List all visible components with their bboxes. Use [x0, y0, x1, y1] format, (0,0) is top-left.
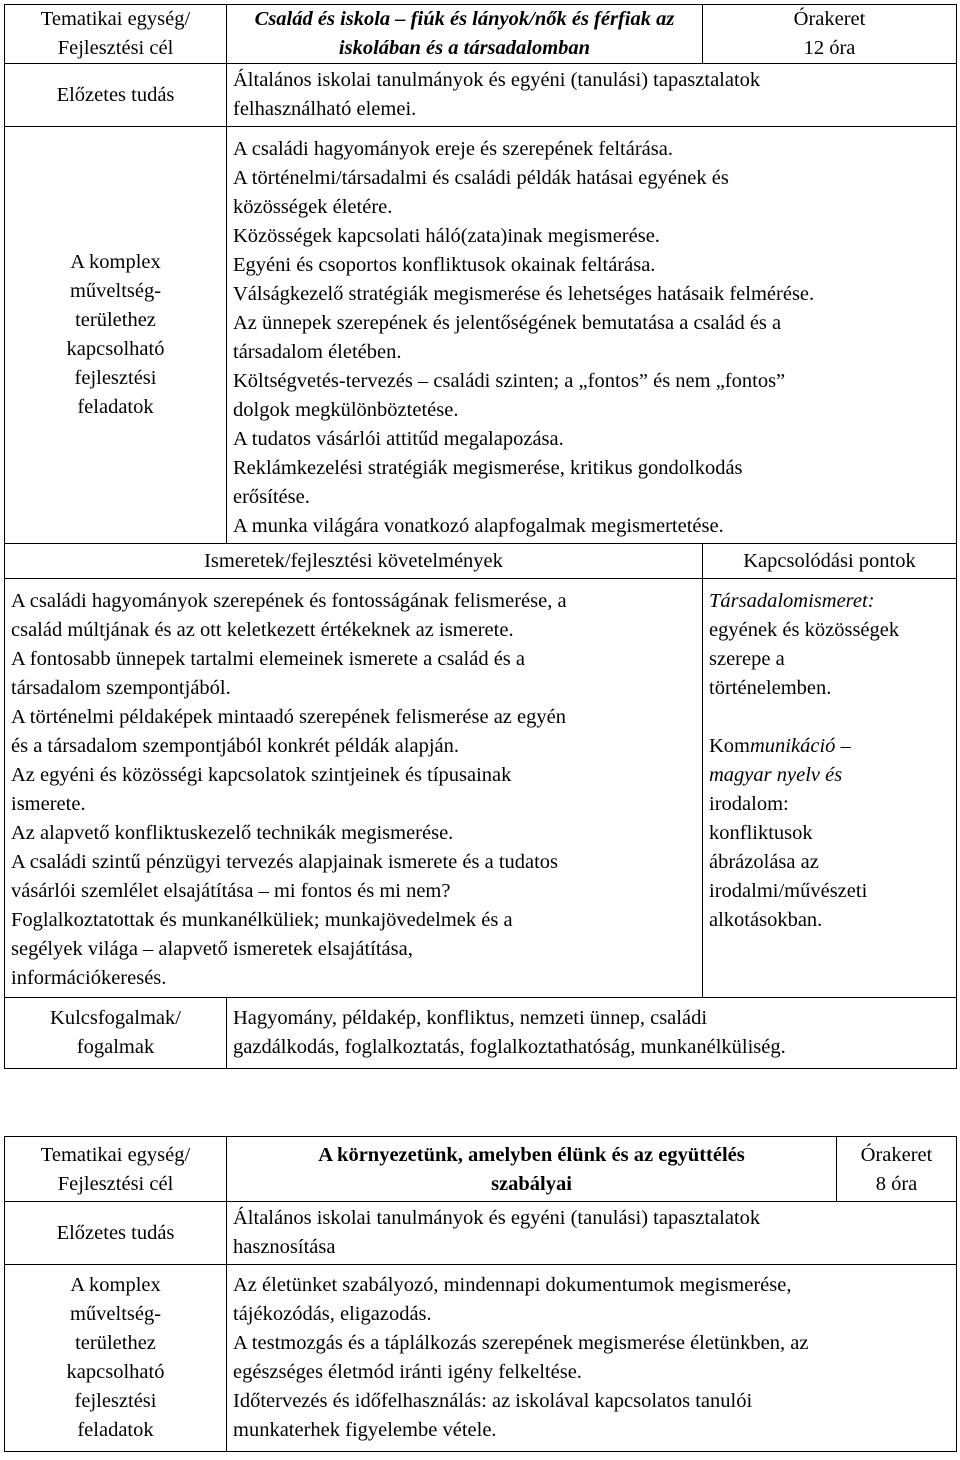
elozetes-line: Általános iskolai tanulmányok és egyéni (tanulási) tapasztalatok [233, 69, 761, 91]
komplex-line: Költségvetés-tervezés – családi szinten; a „fontos” és nem „fontos” [233, 370, 786, 392]
tema-title-line: Család és iskola – fiúk és lányok/nők és férfiak az [254, 8, 675, 30]
tema-row [5, 5, 957, 64]
ismeretek-line: Az egyéni és közösségi kapcsolatok szintjeinek és típusainak [11, 764, 512, 786]
ismeretek-line: Az alapvető konfliktuskezelő technikák megismerése. [11, 822, 454, 844]
tema-label-line: Tematikai egység/ [40, 8, 191, 30]
ismeretek-line: A történelmi példaképek mintaadó szerepének felismerése az egyén [11, 706, 566, 728]
ismeretek-line: információkeresés. [11, 967, 167, 989]
kapcs-line: konfliktusok [709, 822, 813, 844]
komplex-line: A történelmi/társadalmi és családi példák hatásai egyének és [233, 167, 729, 189]
kulcs-line: Hagyomány, példakép, konfliktus, nemzeti ünnep, családi [233, 1007, 708, 1029]
ismeretek-line: család múltjának és az ott keletkezett értékeknek az ismerete. [11, 619, 514, 641]
komplex-line: Egyéni és csoportos konfliktusok okainak feltárása. [233, 254, 656, 276]
kapcs-line: alkotásokban. [709, 909, 823, 931]
kapcs-line: irodalom: [709, 793, 789, 815]
kapcs-subject-prefix: Kom [709, 735, 750, 757]
ismeretek-line: segélyek világa – alapvető ismeretek elsajátítása, [11, 938, 413, 960]
kapcs-line: ábrázolása az [709, 851, 819, 873]
orakeret [837, 1137, 957, 1202]
komplex-text [227, 127, 957, 544]
ismeretek-line: társadalom szempontjából. [11, 677, 231, 699]
komplex-label-line: területhez [75, 309, 156, 331]
kapcs-line: irodalmi/művészeti [709, 880, 868, 902]
kapcs-line: történelemben. [709, 677, 832, 699]
kulcs-text [227, 998, 957, 1069]
ismeretek-header: Ismeretek/fejlesztési követelmények [5, 544, 703, 579]
orakeret-value: 12 óra [803, 37, 856, 59]
tema-row [5, 1137, 957, 1202]
kapcs-subject: Társadalomismeret: [709, 590, 875, 612]
komplex-label-line: területhez [75, 1332, 156, 1354]
komplex-label [5, 1265, 227, 1452]
komplex-line: társadalom életében. [233, 341, 402, 363]
elozetes-line: hasznosítása [233, 1236, 336, 1258]
kapcs-subject-line: magyar nyelv és [709, 764, 843, 786]
komplex-line: tájékozódás, eligazodás. [233, 1303, 432, 1325]
orakeret-value: 8 óra [875, 1173, 918, 1195]
ismeretek-line: és a társadalom szempontjából konkrét példák alapján. [11, 735, 459, 757]
orakeret-label: Órakeret [860, 1144, 933, 1166]
komplex-line: Válságkezelő stratégiák megismerése és lehetséges hatásaik felmérése. [233, 283, 815, 305]
kapcs-line: szerepe a [709, 648, 785, 670]
tema-label-line: Fejlesztési cél [57, 1173, 174, 1195]
tema-title [227, 5, 703, 64]
komplex-line: egészséges életmód iránti igény felkeltése. [233, 1361, 582, 1383]
ismeretek-line: A családi hagyományok szerepének és fontosságának felismerése, a [11, 590, 567, 612]
orakeret [703, 5, 957, 64]
komplex-label-line: műveltség- [69, 280, 162, 302]
komplex-line: közösségek életére. [233, 196, 393, 218]
komplex-line: dolgok megkülönböztetése. [233, 399, 459, 421]
curriculum-table-1 [4, 4, 957, 1069]
ismeretek-row [5, 579, 957, 998]
elozetes-text [227, 1202, 957, 1265]
kapcs-subject-rest: munikáció – [750, 735, 851, 757]
kapcsolodasi-header: Kapcsolódási pontok [703, 544, 957, 579]
komplex-line: A munka világára vonatkozó alapfogalmak megismertetése. [233, 515, 724, 537]
ismeretek-line: ismerete. [11, 793, 86, 815]
komplex-label-line: A komplex [70, 1274, 161, 1296]
orakeret-label: Órakeret [793, 8, 866, 30]
komplex-label-line: műveltség- [69, 1303, 162, 1325]
elozetes-row [5, 64, 957, 127]
komplex-line: A testmozgás és a táplálkozás szerepének megismerése életünkben, az [233, 1332, 809, 1354]
kulcs-label-line: Kulcsfogalmak/ [50, 1007, 181, 1029]
tema-title-line: szabályai [491, 1173, 572, 1195]
komplex-line: Időtervezés és időfelhasználás: az iskolával kapcsolatos tanulói [233, 1390, 753, 1412]
ismeretek-line: A fontosabb ünnepek tartalmi elemeinek ismerete a család és a [11, 648, 526, 670]
komplex-label-line: feladatok [77, 1419, 154, 1441]
komplex-label-line: fejlesztési [74, 367, 157, 389]
komplex-line: Az életünket szabályozó, mindennapi dokumentumok megismerése, [233, 1274, 792, 1296]
kapcs-spacer [709, 703, 950, 732]
kulcs-label-line: fogalmak [76, 1036, 155, 1058]
tema-title [227, 1137, 837, 1202]
curriculum-table-2 [4, 1136, 957, 1452]
elozetes-line: Általános iskolai tanulmányok és egyéni (tanulási) tapasztalatok [233, 1207, 761, 1229]
kulcs-label [5, 998, 227, 1069]
ismeretek-line: Foglalkoztatottak és munkanélküliek; munkajövedelmek és a [11, 909, 513, 931]
tema-title-line: A környezetünk, amelyben élünk és az együttélés [318, 1144, 745, 1166]
kulcs-row [5, 998, 957, 1069]
komplex-line: erősítése. [233, 486, 310, 508]
komplex-line: Közösségek kapcsolati háló(zata)inak megismerése. [233, 225, 660, 247]
komplex-label-line: feladatok [77, 396, 154, 418]
komplex-line: Az ünnepek szerepének és jelentőségének bemutatása a család és a [233, 312, 782, 334]
elozetes-line: felhasználható elemei. [233, 98, 417, 120]
elozetes-row [5, 1202, 957, 1265]
tema-title-line: iskolában és a társadalomban [338, 37, 591, 59]
komplex-line: munkaterhek figyelembe vétele. [233, 1419, 497, 1441]
komplex-label-line: A komplex [70, 251, 161, 273]
komplex-line: Reklámkezelési stratégiák megismerése, kritikus gondolkodás [233, 457, 743, 479]
komplex-label-line: kapcsolható [66, 338, 165, 360]
kulcs-line: gazdálkodás, foglalkoztatás, foglalkoztathatóság, munkanélküliség. [233, 1036, 786, 1058]
komplex-label-line: kapcsolható [66, 1361, 165, 1383]
section-header-row [5, 544, 957, 579]
elozetes-label: Előzetes tudás [5, 64, 227, 127]
komplex-row [5, 127, 957, 544]
tema-label [5, 1137, 227, 1202]
komplex-row [5, 1265, 957, 1452]
tema-label [5, 5, 227, 64]
komplex-label [5, 127, 227, 544]
kapcsolodasi-text [703, 579, 957, 998]
tema-label-line: Tematikai egység/ [40, 1144, 191, 1166]
komplex-text [227, 1265, 957, 1452]
tema-label-line: Fejlesztési cél [57, 37, 174, 59]
ismeretek-line: vásárlói szemlélet elsajátítása – mi fontos és mi nem? [11, 880, 451, 902]
komplex-line: A családi hagyományok ereje és szerepének feltárása. [233, 138, 673, 160]
komplex-label-line: fejlesztési [74, 1390, 157, 1412]
ismeretek-line: A családi szintű pénzügyi tervezés alapjainak ismerete és a tudatos [11, 851, 559, 873]
elozetes-text [227, 64, 957, 127]
komplex-line: A tudatos vásárlói attitűd megalapozása. [233, 428, 564, 450]
ismeretek-text [5, 579, 703, 998]
kapcs-line: egyének és közösségek [709, 619, 900, 641]
elozetes-label: Előzetes tudás [5, 1202, 227, 1265]
kapcs-subject-2 [709, 732, 950, 761]
